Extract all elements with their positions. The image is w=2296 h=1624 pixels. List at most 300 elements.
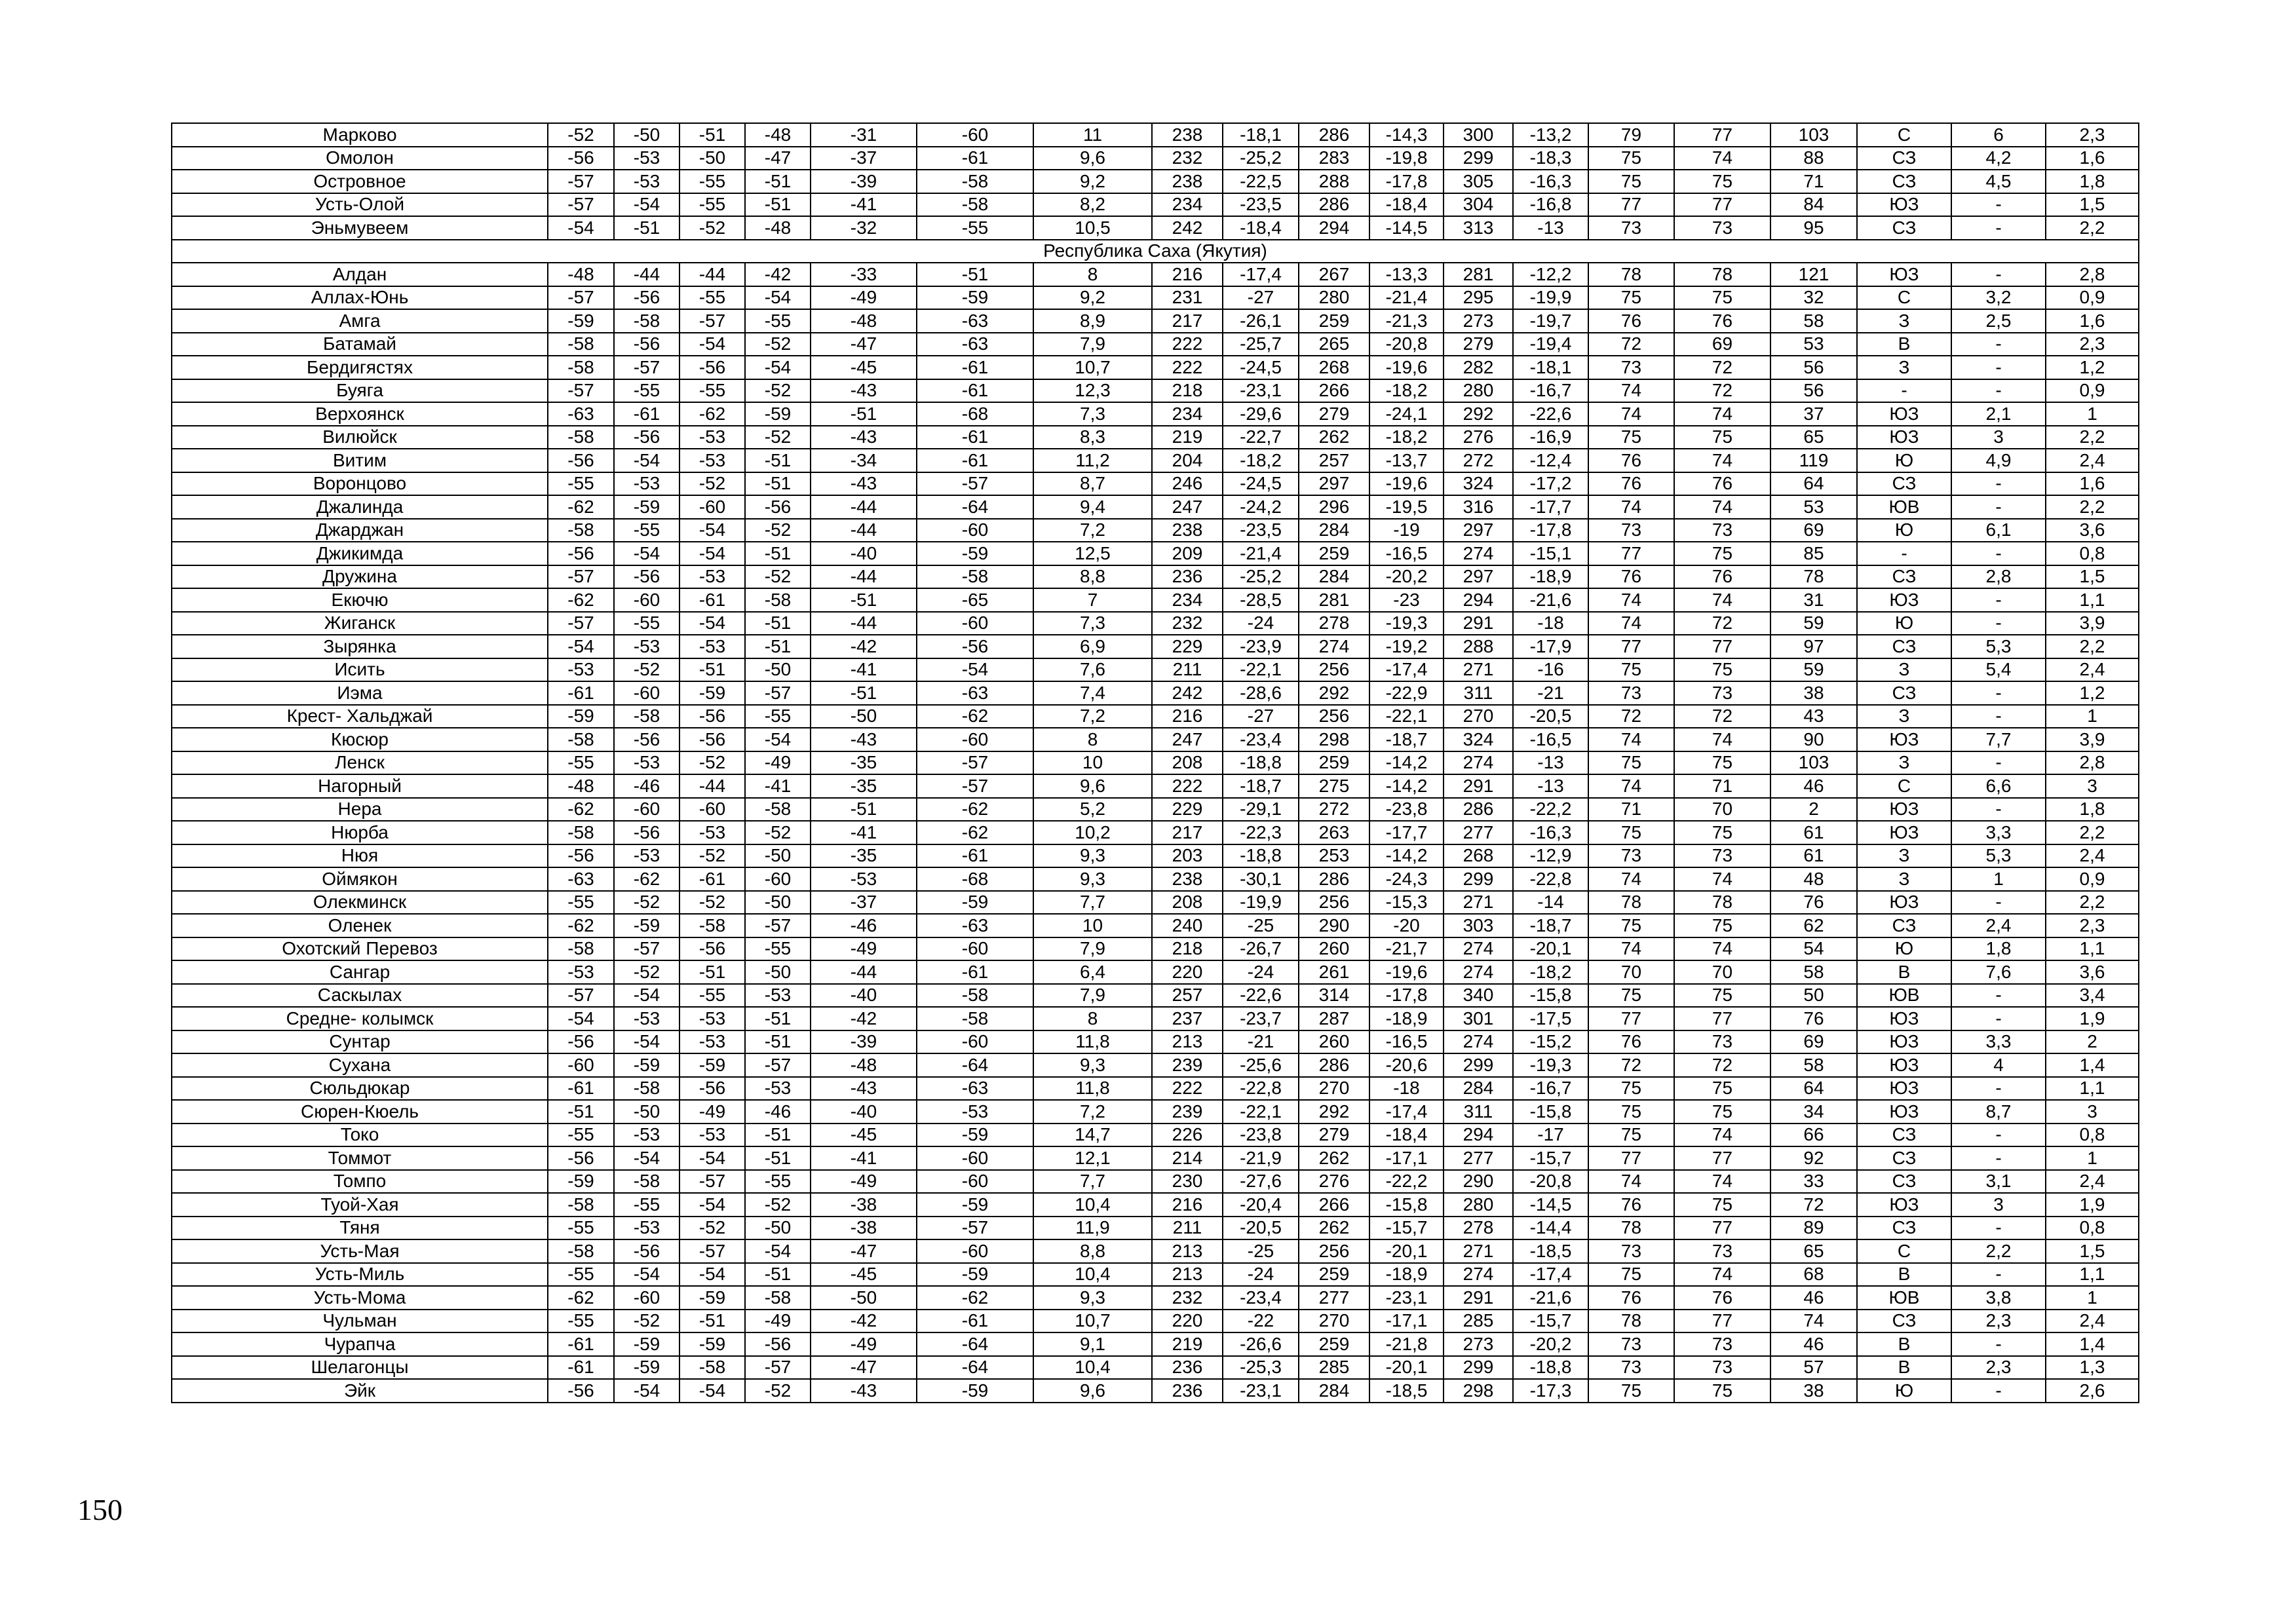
table-cell: 4,9 — [1951, 449, 2046, 472]
table-cell: - — [1951, 542, 2046, 565]
table-cell: -28,5 — [1223, 588, 1299, 612]
table-cell: -53 — [745, 1077, 811, 1101]
table-cell: -59 — [614, 1332, 679, 1356]
table-cell: -54 — [614, 1379, 679, 1403]
table-row — [172, 867, 2139, 891]
table-cell: ЮЗ — [1857, 1007, 1951, 1030]
table-cell: -65 — [917, 588, 1033, 612]
table-cell: -61 — [917, 356, 1033, 379]
table-cell: 256 — [1299, 705, 1369, 728]
table-cell: -57 — [548, 286, 614, 310]
table-cell: -22,7 — [1223, 426, 1299, 449]
station-name-cell: Бердигястях — [172, 356, 548, 379]
table-cell: -22,8 — [1513, 867, 1588, 891]
table-cell: 2,3 — [2046, 123, 2139, 147]
table-cell: -52 — [614, 960, 679, 984]
table-cell: 73 — [1674, 216, 1770, 240]
table-cell: 274 — [1299, 635, 1369, 658]
table-cell: 2,4 — [2046, 1170, 2139, 1194]
table-cell: -51 — [745, 449, 811, 472]
table-cell: -57 — [679, 309, 745, 333]
table-cell: -57 — [917, 1217, 1033, 1240]
table-cell: -63 — [917, 333, 1033, 356]
table-cell: -63 — [548, 867, 614, 891]
table-cell: -56 — [548, 1146, 614, 1170]
table-cell: -25,2 — [1223, 147, 1299, 170]
table-cell: -16,3 — [1513, 170, 1588, 193]
table-cell: -52 — [679, 844, 745, 868]
table-cell: 1 — [2046, 705, 2139, 728]
table-cell: 303 — [1444, 914, 1513, 937]
table-cell: ЮЗ — [1857, 821, 1951, 844]
table-cell: -22,5 — [1223, 170, 1299, 193]
table-cell: 3 — [1951, 1193, 2046, 1217]
table-cell: -44 — [811, 960, 917, 984]
table-cell: СЗ — [1857, 170, 1951, 193]
table-cell: -23,1 — [1369, 1286, 1444, 1310]
table-cell: -50 — [679, 147, 745, 170]
table-cell: 234 — [1152, 193, 1223, 217]
table-cell: 73 — [1674, 1332, 1770, 1356]
table-cell: 0,8 — [2046, 542, 2139, 565]
table-cell: 2,4 — [2046, 658, 2139, 682]
table-cell: -18,7 — [1369, 728, 1444, 751]
table-cell: -64 — [917, 1053, 1033, 1077]
table-cell: -45 — [811, 1263, 917, 1287]
table-cell: 6,6 — [1951, 774, 2046, 798]
table-cell: -52 — [679, 751, 745, 775]
table-cell: 77 — [1674, 123, 1770, 147]
table-cell: -21,3 — [1369, 309, 1444, 333]
table-cell: 6,4 — [1033, 960, 1152, 984]
table-cell: -50 — [811, 705, 917, 728]
table-row — [172, 449, 2139, 472]
table-cell: -57 — [679, 1170, 745, 1194]
table-cell: -58 — [548, 821, 614, 844]
table-cell: - — [1951, 333, 2046, 356]
table-cell: 70 — [1588, 960, 1674, 984]
station-name-cell: Нера — [172, 798, 548, 821]
table-cell: -51 — [679, 658, 745, 682]
table-cell: 74 — [1674, 495, 1770, 519]
station-name-cell: Шелагонцы — [172, 1356, 548, 1380]
table-cell: -46 — [614, 774, 679, 798]
table-cell: -15,3 — [1369, 891, 1444, 915]
table-cell: -26,7 — [1223, 937, 1299, 961]
station-name-cell: Екючю — [172, 588, 548, 612]
table-cell: З — [1857, 658, 1951, 682]
table-cell: 237 — [1152, 1007, 1223, 1030]
table-cell: -53 — [614, 147, 679, 170]
table-cell: -25,3 — [1223, 1356, 1299, 1380]
table-cell: 282 — [1444, 356, 1513, 379]
table-cell: 72 — [1674, 1053, 1770, 1077]
table-cell: -59 — [917, 891, 1033, 915]
table-cell: -53 — [614, 1217, 679, 1240]
table-cell: 75 — [1588, 1077, 1674, 1101]
table-cell: 74 — [1770, 1310, 1857, 1333]
table-cell: 1,4 — [2046, 1332, 2139, 1356]
table-cell: 7,2 — [1033, 1100, 1152, 1124]
table-cell: 7,3 — [1033, 402, 1152, 426]
table-cell: -18,2 — [1369, 426, 1444, 449]
table-cell: -53 — [745, 984, 811, 1008]
table-cell: -52 — [548, 123, 614, 147]
table-cell: -18,7 — [1223, 774, 1299, 798]
station-name-cell: Кюсюр — [172, 728, 548, 751]
table-cell: - — [1951, 356, 2046, 379]
table-cell: 69 — [1770, 1030, 1857, 1054]
table-cell: 3 — [2046, 774, 2139, 798]
table-row — [172, 984, 2139, 1008]
table-cell: 222 — [1152, 356, 1223, 379]
table-cell: -23,7 — [1223, 1007, 1299, 1030]
table-cell: -59 — [614, 914, 679, 937]
table-cell: - — [1951, 798, 2046, 821]
table-cell: -52 — [745, 379, 811, 403]
table-cell: 8,3 — [1033, 426, 1152, 449]
table-cell: -18,8 — [1223, 751, 1299, 775]
table-cell: 213 — [1152, 1030, 1223, 1054]
table-cell: 208 — [1152, 891, 1223, 915]
table-cell: -15,8 — [1513, 984, 1588, 1008]
table-cell: 3,6 — [2046, 960, 2139, 984]
table-cell: -14 — [1513, 891, 1588, 915]
table-cell: 75 — [1588, 751, 1674, 775]
table-cell: -57 — [614, 356, 679, 379]
station-name-cell: Эньмувеем — [172, 216, 548, 240]
table-cell: - — [1951, 705, 2046, 728]
table-cell: 75 — [1588, 821, 1674, 844]
table-cell: -59 — [548, 705, 614, 728]
table-cell: -58 — [917, 193, 1033, 217]
table-cell: 7,2 — [1033, 705, 1152, 728]
table-cell: -47 — [811, 1239, 917, 1263]
table-cell: 5,3 — [1951, 844, 2046, 868]
station-name-cell: Усть-Мома — [172, 1286, 548, 1310]
table-cell: - — [1951, 1146, 2046, 1170]
table-cell: -15,2 — [1513, 1030, 1588, 1054]
table-cell: 74 — [1588, 774, 1674, 798]
table-cell: -18 — [1369, 1077, 1444, 1101]
table-cell: 58 — [1770, 309, 1857, 333]
table-cell: 7 — [1033, 588, 1152, 612]
table-cell: -40 — [811, 542, 917, 565]
table-cell: -13,2 — [1513, 123, 1588, 147]
table-cell: -57 — [745, 681, 811, 705]
station-name-cell: Зырянка — [172, 635, 548, 658]
table-cell: -19,2 — [1369, 635, 1444, 658]
table-cell: 232 — [1152, 147, 1223, 170]
table-cell: - — [1857, 542, 1951, 565]
table-cell: -21 — [1513, 681, 1588, 705]
table-cell: 2,3 — [1951, 1356, 2046, 1380]
table-row — [172, 565, 2139, 589]
table-cell: 274 — [1444, 751, 1513, 775]
table-cell: -50 — [745, 1217, 811, 1240]
table-cell: 76 — [1588, 1193, 1674, 1217]
table-cell: 288 — [1444, 635, 1513, 658]
table-cell: -55 — [745, 937, 811, 961]
table-cell: -55 — [548, 472, 614, 496]
table-cell: 236 — [1152, 1379, 1223, 1403]
table-cell: 299 — [1444, 1053, 1513, 1077]
table-cell: -61 — [917, 1310, 1033, 1333]
table-cell: 7,7 — [1033, 1170, 1152, 1194]
table-cell: -58 — [917, 1007, 1033, 1030]
table-cell: -46 — [745, 1100, 811, 1124]
table-cell: 43 — [1770, 705, 1857, 728]
table-cell: -55 — [548, 1263, 614, 1287]
station-name-cell: Средне- колымск — [172, 1007, 548, 1030]
table-cell: -53 — [614, 844, 679, 868]
table-cell: СЗ — [1857, 681, 1951, 705]
table-cell: 46 — [1770, 1286, 1857, 1310]
table-cell: СЗ — [1857, 635, 1951, 658]
table-cell: 75 — [1674, 914, 1770, 937]
table-cell: 11,2 — [1033, 449, 1152, 472]
table-cell: -60 — [614, 588, 679, 612]
table-cell: 219 — [1152, 426, 1223, 449]
table-cell: -39 — [811, 1030, 917, 1054]
table-cell: -30,1 — [1223, 867, 1299, 891]
table-cell: 78 — [1674, 263, 1770, 286]
table-cell: - — [1951, 1332, 2046, 1356]
table-cell: 1,6 — [2046, 309, 2139, 333]
table-cell: -34 — [811, 449, 917, 472]
table-cell: -56 — [614, 333, 679, 356]
table-cell: -57 — [917, 472, 1033, 496]
table-cell: -53 — [614, 1007, 679, 1030]
table-cell: -27 — [1223, 705, 1299, 728]
table-cell: -43 — [811, 472, 917, 496]
table-row — [172, 681, 2139, 705]
table-cell: З — [1857, 309, 1951, 333]
table-cell: 3,3 — [1951, 821, 2046, 844]
table-cell: 9,3 — [1033, 1053, 1152, 1077]
table-cell: ЮЗ — [1857, 588, 1951, 612]
table-cell: 278 — [1299, 612, 1369, 635]
table-cell: З — [1857, 867, 1951, 891]
table-cell: -61 — [614, 402, 679, 426]
table-cell: 280 — [1444, 1193, 1513, 1217]
table-cell: 73 — [1588, 681, 1674, 705]
table-cell: -57 — [548, 612, 614, 635]
table-cell: -44 — [811, 495, 917, 519]
table-cell: -14,5 — [1513, 1193, 1588, 1217]
table-cell: 291 — [1444, 774, 1513, 798]
table-cell: -61 — [548, 1077, 614, 1101]
table-cell: 238 — [1152, 867, 1223, 891]
table-cell: -19,4 — [1513, 333, 1588, 356]
table-cell: -24 — [1223, 960, 1299, 984]
table-cell: -51 — [745, 1146, 811, 1170]
table-cell: -57 — [548, 565, 614, 589]
table-cell: -63 — [548, 402, 614, 426]
table-cell: -22,6 — [1513, 402, 1588, 426]
table-cell: 301 — [1444, 1007, 1513, 1030]
table-cell: -25,6 — [1223, 1053, 1299, 1077]
table-cell: -57 — [745, 1356, 811, 1380]
table-cell: 69 — [1770, 519, 1857, 542]
table-cell: 76 — [1588, 1030, 1674, 1054]
table-cell: -60 — [917, 519, 1033, 542]
table-cell: -61 — [917, 426, 1033, 449]
table-cell: -54 — [614, 449, 679, 472]
table-cell: -21,4 — [1223, 542, 1299, 565]
table-cell: -51 — [745, 542, 811, 565]
table-cell: -45 — [811, 1124, 917, 1147]
table-cell: 74 — [1588, 588, 1674, 612]
table-cell: -59 — [917, 1124, 1033, 1147]
table-cell: 216 — [1152, 1193, 1223, 1217]
table-cell: - — [1951, 984, 2046, 1008]
table-cell: 75 — [1674, 1100, 1770, 1124]
table-cell: 71 — [1674, 774, 1770, 798]
table-cell: 7,3 — [1033, 612, 1152, 635]
table-row — [172, 1379, 2139, 1403]
table-cell: 78 — [1674, 891, 1770, 915]
table-cell: -51 — [811, 588, 917, 612]
station-name-cell: Аллах-Юнь — [172, 286, 548, 310]
table-cell: -58 — [548, 519, 614, 542]
table-cell: -17,4 — [1369, 1100, 1444, 1124]
table-cell: -50 — [745, 658, 811, 682]
table-cell: -62 — [917, 705, 1033, 728]
table-cell: -41 — [811, 193, 917, 217]
table-cell: 284 — [1299, 519, 1369, 542]
table-cell: -49 — [679, 1100, 745, 1124]
table-cell: 7,7 — [1951, 728, 2046, 751]
table-cell: Ю — [1857, 449, 1951, 472]
table-cell: -14,5 — [1369, 216, 1444, 240]
table-cell: 0,8 — [2046, 1124, 2139, 1147]
table-cell: 11,9 — [1033, 1217, 1152, 1240]
table-cell: -24,3 — [1369, 867, 1444, 891]
table-cell: 74 — [1674, 147, 1770, 170]
table-cell: -48 — [745, 216, 811, 240]
table-cell: 277 — [1299, 1286, 1369, 1310]
table-cell: -60 — [614, 1286, 679, 1310]
table-cell: 218 — [1152, 937, 1223, 961]
table-cell: 75 — [1674, 1077, 1770, 1101]
table-cell: 2,2 — [1951, 1239, 2046, 1263]
table-cell: 75 — [1674, 1193, 1770, 1217]
table-cell: 272 — [1299, 798, 1369, 821]
table-cell: -15,7 — [1513, 1146, 1588, 1170]
table-cell: -59 — [614, 1053, 679, 1077]
table-cell: 88 — [1770, 147, 1857, 170]
table-cell: 1,5 — [2046, 193, 2139, 217]
table-cell: -54 — [679, 1263, 745, 1287]
table-cell: 297 — [1444, 519, 1513, 542]
table-cell: 119 — [1770, 449, 1857, 472]
table-cell: -59 — [614, 495, 679, 519]
table-cell: 73 — [1674, 1356, 1770, 1380]
table-cell: -56 — [679, 937, 745, 961]
table-cell: 75 — [1588, 147, 1674, 170]
table-cell: 76 — [1674, 472, 1770, 496]
table-cell: -31 — [811, 123, 917, 147]
table-cell: 4 — [1951, 1053, 2046, 1077]
table-cell: 56 — [1770, 356, 1857, 379]
table-cell: 72 — [1770, 1193, 1857, 1217]
table-cell: 2,3 — [1951, 1310, 2046, 1333]
table-cell: 304 — [1444, 193, 1513, 217]
table-cell: -59 — [614, 1356, 679, 1380]
table-cell: -29,1 — [1223, 798, 1299, 821]
table-cell: 238 — [1152, 519, 1223, 542]
table-cell: 34 — [1770, 1100, 1857, 1124]
table-row — [172, 1310, 2139, 1333]
table-cell: 211 — [1152, 1217, 1223, 1240]
table-cell: 229 — [1152, 798, 1223, 821]
table-cell: -16,5 — [1369, 542, 1444, 565]
table-cell: -59 — [917, 1193, 1033, 1217]
station-name-cell: Сунтар — [172, 1030, 548, 1054]
table-cell: 2,3 — [2046, 333, 2139, 356]
table-cell: 1,6 — [2046, 147, 2139, 170]
table-cell: 299 — [1444, 147, 1513, 170]
table-cell: 263 — [1299, 821, 1369, 844]
table-cell: 247 — [1152, 728, 1223, 751]
table-cell: 65 — [1770, 426, 1857, 449]
table-cell: -18,5 — [1369, 1379, 1444, 1403]
table-cell: 246 — [1152, 472, 1223, 496]
table-cell: -29,6 — [1223, 402, 1299, 426]
table-row — [172, 821, 2139, 844]
table-cell: 11,8 — [1033, 1030, 1152, 1054]
table-cell: 268 — [1444, 844, 1513, 868]
table-cell: 50 — [1770, 984, 1857, 1008]
table-cell: 77 — [1588, 193, 1674, 217]
table-cell: -54 — [614, 542, 679, 565]
table-cell: -54 — [679, 1379, 745, 1403]
table-cell: -53 — [614, 751, 679, 775]
table-cell: -24,2 — [1223, 495, 1299, 519]
table-row — [172, 379, 2139, 403]
table-cell: -22,1 — [1369, 705, 1444, 728]
table-cell: -49 — [745, 751, 811, 775]
table-cell: 74 — [1588, 1170, 1674, 1194]
table-row — [172, 1239, 2139, 1263]
table-cell: -58 — [614, 1170, 679, 1194]
table-cell: 72 — [1674, 705, 1770, 728]
table-cell: 274 — [1444, 937, 1513, 961]
table-cell: -60 — [679, 495, 745, 519]
table-cell: -60 — [614, 681, 679, 705]
table-cell: -42 — [745, 263, 811, 286]
table-cell: -14,2 — [1369, 844, 1444, 868]
table-cell: 76 — [1588, 449, 1674, 472]
table-cell: -23,9 — [1223, 635, 1299, 658]
table-cell: -57 — [548, 379, 614, 403]
table-cell: 256 — [1299, 1239, 1369, 1263]
table-cell: -55 — [679, 984, 745, 1008]
table-row — [172, 1263, 2139, 1287]
table-cell: 1 — [2046, 1146, 2139, 1170]
station-name-cell: Олекминск — [172, 891, 548, 915]
table-cell: 8 — [1033, 263, 1152, 286]
station-name-cell: Жиганск — [172, 612, 548, 635]
table-cell: 5,4 — [1951, 658, 2046, 682]
table-cell: 75 — [1588, 426, 1674, 449]
table-cell: ЮЗ — [1857, 263, 1951, 286]
station-name-cell: Томмот — [172, 1146, 548, 1170]
table-cell: 272 — [1444, 449, 1513, 472]
table-cell: 268 — [1299, 356, 1369, 379]
table-cell: -18,4 — [1369, 193, 1444, 217]
